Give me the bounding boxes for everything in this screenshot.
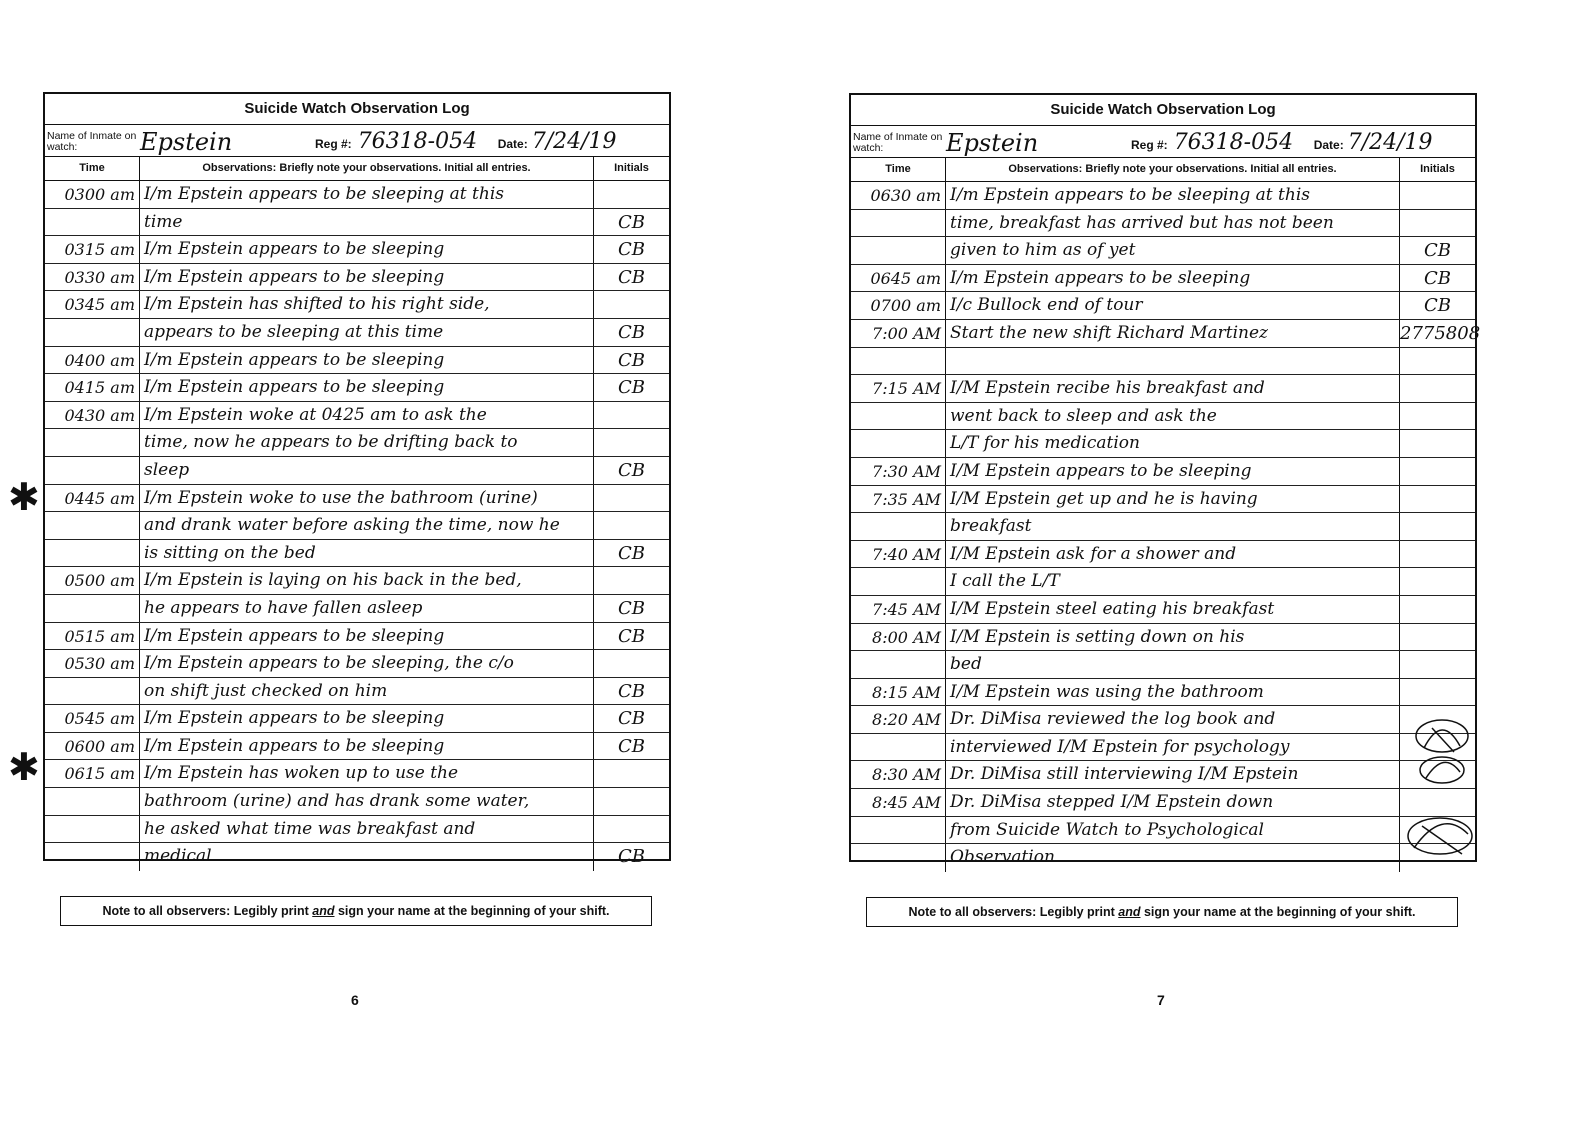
signature-scribble: [1402, 708, 1482, 858]
log-row: [851, 568, 1475, 596]
initials-cell: [1400, 403, 1475, 430]
time-cell: 7:40 AM: [851, 541, 946, 568]
inmate-header: [851, 126, 1475, 158]
observation-cell: Observation: [946, 844, 1400, 872]
time-cell: [45, 595, 140, 622]
observation-cell: and drank water before asking the time, now he: [140, 512, 594, 539]
col-time: Time: [45, 157, 140, 180]
time-cell: 0700 am: [851, 292, 946, 319]
initials-cell: CB: [618, 349, 645, 371]
column-header: [45, 157, 669, 181]
log-row: [851, 210, 1475, 238]
observation-cell: I/m Epstein appears to be sleeping: [140, 705, 594, 732]
log-row: [45, 319, 669, 347]
observation-cell: I/m Epstein appears to be sleeping: [140, 264, 594, 291]
log-row: [851, 651, 1475, 679]
log-row: [45, 733, 669, 761]
initials-cell: CB: [1424, 295, 1451, 317]
observation-cell: Start the new shift Richard Martinez: [946, 320, 1400, 347]
initials-cell: [594, 760, 669, 787]
initials-cell: [1400, 210, 1475, 237]
initials-cell: [1400, 486, 1475, 513]
inmate-header: [45, 125, 669, 157]
observer-note: Note to all observers: Legibly print and sign your name at the beginning of your shift.: [866, 897, 1458, 927]
time-cell: 0500 am: [45, 567, 140, 594]
log-row: [851, 596, 1475, 624]
observation-cell: medical: [140, 843, 594, 871]
column-header: [851, 158, 1475, 182]
initials-cell: [594, 485, 669, 512]
initials-cell: [1400, 513, 1475, 540]
time-cell: 0630 am: [851, 182, 946, 209]
observation-cell: bathroom (urine) and has drank some water,: [140, 788, 594, 815]
log-row: [851, 237, 1475, 265]
observation-cell: time, breakfast has arrived but has not been: [946, 210, 1400, 237]
observation-cell: I/M Epstein is setting down on his: [946, 624, 1400, 651]
time-cell: 0530 am: [45, 650, 140, 677]
initials-cell: [1400, 375, 1475, 402]
observation-log-left: [43, 92, 671, 868]
log-row: [851, 817, 1475, 845]
date-label: Date:: [1313, 138, 1344, 152]
log-rows: [45, 181, 669, 871]
time-cell: [851, 513, 946, 540]
initials-cell: [1400, 568, 1475, 595]
observation-cell: is sitting on the bed: [140, 540, 594, 567]
initials-cell: 2775808: [1400, 322, 1481, 344]
observation-cell: I/M Epstein appears to be sleeping: [946, 458, 1400, 485]
log-row: [851, 320, 1481, 348]
observation-cell: I/M Epstein was using the bathroom: [946, 679, 1400, 706]
initials-cell: CB: [618, 708, 645, 730]
reg-value: 76318-054: [357, 129, 478, 154]
observation-cell: given to him as of yet: [946, 237, 1400, 264]
time-cell: 0545 am: [45, 705, 140, 732]
asterisk-mark: ✱: [8, 475, 40, 519]
reg-value: 76318-054: [1173, 130, 1294, 155]
log-row: [45, 540, 669, 568]
observation-cell: on shift just checked on him: [140, 678, 594, 705]
col-observations: Observations: Briefly note your observations. Initial all entries.: [140, 157, 594, 180]
observation-cell: I/m Epstein appears to be sleeping at this: [140, 181, 594, 208]
initials-cell: CB: [618, 680, 645, 702]
time-cell: 0300 am: [45, 181, 140, 208]
initials-cell: [1400, 348, 1475, 375]
col-initials: Initials: [614, 162, 649, 174]
inmate-name-value: Epstein: [946, 129, 1039, 157]
observation-cell: sleep: [140, 457, 594, 484]
log-row: [45, 374, 669, 402]
time-cell: [45, 788, 140, 815]
log-row: [851, 513, 1475, 541]
observation-cell: I/m Epstein is laying on his back in the bed,: [140, 567, 594, 594]
time-cell: [851, 844, 946, 872]
time-cell: [45, 512, 140, 539]
initials-cell: [1400, 541, 1475, 568]
observation-cell: breakfast: [946, 513, 1400, 540]
initials-cell: CB: [618, 239, 645, 261]
observation-cell: went back to sleep and ask the: [946, 403, 1400, 430]
observer-note: Note to all observers: Legibly print and sign your name at the beginning of your shift.: [60, 896, 652, 926]
observation-cell: I/M Epstein ask for a shower and: [946, 541, 1400, 568]
time-cell: 8:20 AM: [851, 706, 946, 733]
initials-cell: CB: [618, 735, 645, 757]
observation-cell: I/m Epstein has woken up to use the: [140, 760, 594, 787]
log-row: [45, 678, 669, 706]
inmate-name-label: Name of Inmate on watch:: [853, 131, 943, 154]
initials-cell: CB: [618, 542, 645, 564]
log-row: [45, 236, 669, 264]
initials-cell: [1400, 182, 1475, 209]
observation-cell: time: [140, 209, 594, 236]
time-cell: [45, 319, 140, 346]
log-title: Suicide Watch Observation Log: [45, 94, 669, 125]
observation-cell: I call the L/T: [946, 568, 1400, 595]
observation-cell: I/m Epstein appears to be sleeping: [140, 236, 594, 263]
observation-cell: I/m Epstein has shifted to his right side,: [140, 291, 594, 318]
time-cell: 0615 am: [45, 760, 140, 787]
log-row: [851, 348, 1475, 376]
log-row: [851, 624, 1475, 652]
time-cell: 8:00 AM: [851, 624, 946, 651]
log-row: [45, 623, 669, 651]
log-row: [851, 182, 1475, 210]
initials-cell: CB: [618, 625, 645, 647]
log-row: [45, 788, 669, 816]
log-row: [45, 760, 669, 788]
log-row: [45, 181, 669, 209]
log-row: [851, 844, 1475, 872]
log-row: [851, 292, 1475, 320]
time-cell: [851, 430, 946, 457]
time-cell: [851, 568, 946, 595]
date-value: 7/24/19: [531, 129, 617, 154]
observation-cell: I/m Epstein appears to be sleeping: [946, 265, 1400, 292]
observation-cell: I/c Bullock end of tour: [946, 292, 1400, 319]
initials-cell: CB: [618, 459, 645, 481]
observation-cell: [946, 348, 1400, 375]
time-cell: 0600 am: [45, 733, 140, 760]
date-label: Date:: [497, 137, 528, 151]
log-row: [45, 429, 669, 457]
time-cell: [45, 209, 140, 236]
time-cell: 8:30 AM: [851, 761, 946, 788]
time-cell: 0415 am: [45, 374, 140, 401]
observation-cell: appears to be sleeping at this time: [140, 319, 594, 346]
log-row: [851, 458, 1475, 486]
time-cell: [45, 678, 140, 705]
log-row: [45, 816, 669, 844]
observation-cell: he asked what time was breakfast and: [140, 816, 594, 843]
observation-cell: I/m Epstein woke at 0425 am to ask the: [140, 402, 594, 429]
log-row: [45, 843, 669, 871]
log-row: [851, 375, 1475, 403]
log-row: [45, 291, 669, 319]
time-cell: [851, 348, 946, 375]
time-cell: [851, 210, 946, 237]
time-cell: 0445 am: [45, 485, 140, 512]
initials-cell: [1400, 624, 1475, 651]
time-cell: 7:45 AM: [851, 596, 946, 623]
page-number: 7: [1157, 992, 1165, 1008]
time-cell: 0400 am: [45, 347, 140, 374]
initials-cell: [1400, 458, 1475, 485]
initials-cell: CB: [618, 377, 645, 399]
initials-cell: [594, 181, 669, 208]
log-row: [45, 402, 669, 430]
observation-cell: I/m Epstein appears to be sleeping: [140, 347, 594, 374]
time-cell: 7:00 AM: [851, 320, 946, 347]
time-cell: [45, 457, 140, 484]
log-row: [45, 209, 669, 237]
time-cell: 0430 am: [45, 402, 140, 429]
date-value: 7/24/19: [1347, 130, 1433, 155]
time-cell: 8:15 AM: [851, 679, 946, 706]
observation-cell: I/M Epstein get up and he is having: [946, 486, 1400, 513]
time-cell: 7:15 AM: [851, 375, 946, 402]
log-row: [851, 486, 1475, 514]
initials-cell: CB: [618, 266, 645, 288]
observation-cell: I/m Epstein appears to be sleeping, the c/o: [140, 650, 594, 677]
initials-cell: [594, 788, 669, 815]
initials-cell: CB: [1424, 267, 1451, 289]
time-cell: [45, 843, 140, 871]
initials-cell: CB: [1424, 240, 1451, 262]
col-initials: Initials: [1420, 163, 1455, 175]
time-cell: 0515 am: [45, 623, 140, 650]
log-title: Suicide Watch Observation Log: [851, 95, 1475, 126]
observation-cell: I/m Epstein woke to use the bathroom (urine): [140, 485, 594, 512]
time-cell: 0645 am: [851, 265, 946, 292]
time-cell: 0345 am: [45, 291, 140, 318]
time-cell: 8:45 AM: [851, 789, 946, 816]
initials-cell: [594, 567, 669, 594]
log-row: [45, 485, 669, 513]
initials-cell: [594, 402, 669, 429]
initials-cell: [1400, 651, 1475, 678]
observation-cell: L/T for his medication: [946, 430, 1400, 457]
observation-cell: I/m Epstein appears to be sleeping at this: [946, 182, 1400, 209]
log-row: [851, 541, 1475, 569]
initials-cell: [594, 429, 669, 456]
log-row: [851, 403, 1475, 431]
col-time: Time: [851, 158, 946, 181]
observation-cell: interviewed I/M Epstein for psychology: [946, 734, 1400, 761]
observation-log-right: [849, 93, 1481, 868]
time-cell: [851, 734, 946, 761]
initials-cell: CB: [618, 597, 645, 619]
time-cell: [45, 816, 140, 843]
initials-cell: [1400, 679, 1475, 706]
time-cell: [45, 540, 140, 567]
log-row: [851, 430, 1475, 458]
observation-cell: I/m Epstein appears to be sleeping: [140, 374, 594, 401]
reg-label: Reg #:: [1131, 138, 1168, 152]
log-row: [45, 567, 669, 595]
observation-cell: Dr. DiMisa stepped I/M Epstein down: [946, 789, 1400, 816]
observation-cell: I/M Epstein recibe his breakfast and: [946, 375, 1400, 402]
time-cell: 7:30 AM: [851, 458, 946, 485]
log-row: [45, 347, 669, 375]
time-cell: 7:35 AM: [851, 486, 946, 513]
initials-cell: CB: [618, 321, 645, 343]
observation-cell: from Suicide Watch to Psychological: [946, 817, 1400, 844]
log-row: [851, 789, 1475, 817]
time-cell: [851, 817, 946, 844]
initials-cell: [1400, 596, 1475, 623]
log-row: [45, 264, 669, 292]
observation-cell: bed: [946, 651, 1400, 678]
initials-cell: [1400, 430, 1475, 457]
page-number: 6: [351, 992, 359, 1008]
time-cell: [851, 237, 946, 264]
observation-cell: Dr. DiMisa still interviewing I/M Epstein: [946, 761, 1400, 788]
inmate-name-label: Name of Inmate on watch:: [47, 130, 137, 153]
initials-cell: [594, 816, 669, 843]
initials-cell: [594, 291, 669, 318]
time-cell: 0330 am: [45, 264, 140, 291]
log-row: [851, 761, 1475, 789]
log-row: [45, 457, 669, 485]
log-rows: [851, 182, 1481, 872]
observation-cell: time, now he appears to be drifting back to: [140, 429, 594, 456]
initials-cell: CB: [618, 846, 645, 868]
log-row: [45, 650, 669, 678]
observation-cell: I/m Epstein appears to be sleeping: [140, 623, 594, 650]
inmate-name-value: Epstein: [140, 128, 233, 156]
time-cell: [851, 651, 946, 678]
log-row: [45, 512, 669, 540]
log-row: [45, 705, 669, 733]
initials-cell: [594, 512, 669, 539]
time-cell: [851, 403, 946, 430]
col-observations: Observations: Briefly note your observations. Initial all entries.: [946, 158, 1400, 181]
observation-cell: I/M Epstein steel eating his breakfast: [946, 596, 1400, 623]
log-row: [851, 734, 1475, 762]
log-row: [45, 595, 669, 623]
asterisk-mark: ✱: [8, 745, 40, 789]
time-cell: [45, 429, 140, 456]
log-row: [851, 679, 1475, 707]
initials-cell: CB: [618, 211, 645, 233]
observation-cell: Dr. DiMisa reviewed the log book and: [946, 706, 1400, 733]
observation-cell: I/m Epstein appears to be sleeping: [140, 733, 594, 760]
log-row: [851, 706, 1475, 734]
reg-label: Reg #:: [315, 137, 352, 151]
initials-cell: [594, 650, 669, 677]
log-row: [851, 265, 1475, 293]
observation-cell: he appears to have fallen asleep: [140, 595, 594, 622]
time-cell: 0315 am: [45, 236, 140, 263]
